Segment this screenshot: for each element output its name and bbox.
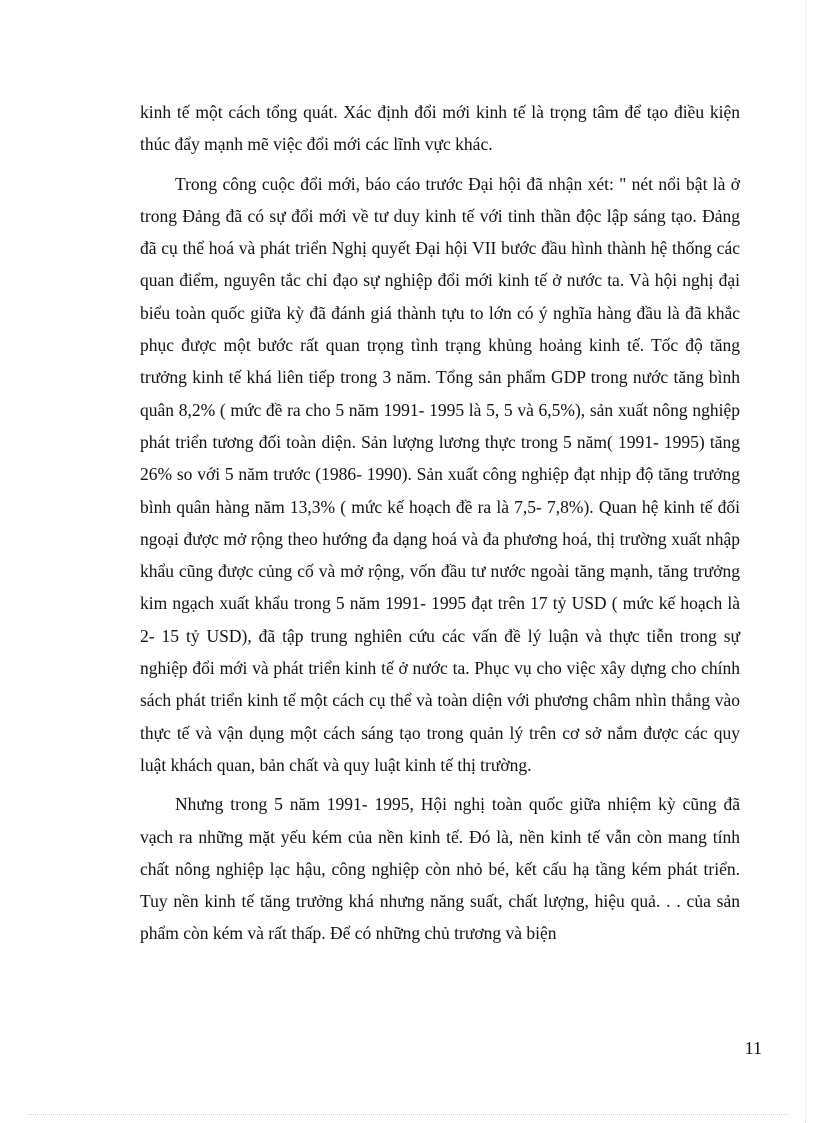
right-margin-divider bbox=[805, 0, 806, 1123]
paragraph-reform-achievements: Trong công cuộc đổi mới, báo cáo trước Đại hội đã nhận xét: " nét nổi bật là ở trong Đảng đã có sự đổi mới về tư duy kinh tế với tinh thần độc lập sáng tạo. Đảng đã cụ thể hoá và phát triển Nghị quyết Đại hội VII bước đầu hình thành hệ thống các quan điểm, nguyên tắc chỉ đạo sự nghiệp đổi mới kinh tế ở nước ta. Và hội nghị đại biểu toàn quốc giữa kỳ đã đánh giá thành tựu to lớn có ý nghĩa hàng đầu là đã khắc phục được một bước rất quan trọng tình trạng khủng hoảng kinh tế. Tốc độ tăng trưởng kinh tế khá liên tiếp trong 3 năm. Tổng sản phẩm GDP trong nước tăng bình quân 8,2% ( mức đề ra cho 5 năm 1991- 1995 là 5, 5 và 6,5%), sản xuất nông nghiệp phát triển tương đối toàn diện. Sản lượng lương thực trong 5 năm( 1991- 1995) tăng 26% so với 5 năm trước (1986- 1990). Sản xuất công nghiệp đạt nhịp độ tăng trưởng bình quân hàng năm 13,3% ( mức kế hoạch đề ra là 7,5- 7,8%). Quan hệ kinh tế đối ngoại được mở rộng theo hướng đa dạng hoá và đa phương hoá, thị trường xuất nhập khẩu cũng được củng cố và mở rộng, vốn đầu tư nước ngoài tăng mạnh, tăng trưởng kim ngạch xuất khẩu trong 5 năm 1991- 1995 đạt trên 17 tỷ USD ( mức kế hoạch là 2- 15 tỷ USD), đã tập trung nghiên cứu các vấn đề lý luận và thực tiễn trong sự nghiệp đổi mới và phát triển kinh tế ở nước ta. Phục vụ cho việc xây dựng cho chính sách phát triển kinh tế một cách cụ thể và toàn diện với phương châm nhìn thẳng vào thực tế và vận dụng một cách sáng tạo trong quản lý trên cơ sở nắm được các quy luật khách quan, bản chất và quy luật kinh tế thị trường. bbox=[140, 173, 740, 775]
body-text bbox=[140, 96, 740, 957]
footer-divider bbox=[28, 1114, 788, 1115]
paragraph-weaknesses: Nhưng trong 5 năm 1991- 1995, Hội nghị toàn quốc giữa nhiệm kỳ cũng đã vạch ra những mặt yếu kém của nền kinh tế. Đó là, nền kinh tế vẫn còn mang tính chất nông nghiệp lạc hậu, công nghiệp còn nhỏ bé, kết cấu hạ tầng kém phát triển. Tuy nền kinh tế tăng trưởng khá nhưng năng suất, chất lượng, hiệu quả. . . của sản phẩm còn kém và rất thấp. Để có những chủ trương và biện bbox=[140, 794, 740, 944]
paragraph-continued: kinh tế một cách tổng quát. Xác định đổi mới kinh tế là trọng tâm để tạo điều kiện thúc đẩy mạnh mẽ việc đổi mới các lĩnh vực khác. bbox=[140, 102, 740, 155]
page-number: 11 bbox=[744, 1038, 762, 1058]
